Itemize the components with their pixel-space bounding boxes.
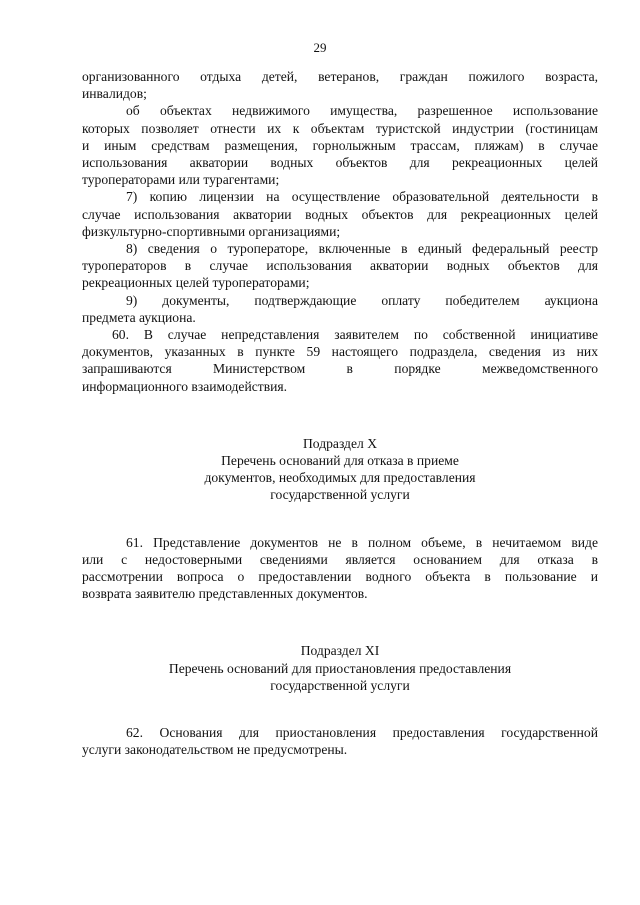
subsection-line: Перечень оснований для отказа в приеме [221,453,459,469]
document-body [82,68,598,759]
paragraph-real-estate [82,102,598,188]
text-line: рекреационных целей туроператорами; [82,275,310,291]
text-line: 8) сведения о туроператоре, включенные в единый федеральный реестр [126,241,598,257]
paragraph-60 [82,326,598,395]
paragraph-61 [82,534,598,603]
subsection-title: Подраздел X [302,435,378,451]
subsection-title: Подраздел XI [300,643,380,659]
text-line: или с недостоверными сведениями является основанием для отказа в [82,551,598,567]
text-line: физкультурно-спортивными организациями; [82,223,341,239]
text-line: запрашиваются Министерством в порядке межведомственного [82,361,598,377]
text-line: 61. Представление документов не в полном объеме, в нечитаемом виде [126,534,598,550]
text-line: случае использования акватории водных объектов для рекреационных целей [82,206,598,222]
paragraph-item-9 [82,292,598,326]
text-line: использования акватории водных объектов для рекреационных целей [82,155,598,171]
paragraph-continuation [82,68,598,102]
text-line: предмета аукциона. [82,309,196,325]
text-line: 60. В случае непредставления заявителем по собственной инициативе [112,327,598,343]
text-line: 62. Основания для приостановления предоставления государственной [126,725,598,741]
text-line: информационного взаимодействия. [82,378,288,394]
text-line: туроператоров в случае использования акватории водных объектов для [82,258,598,274]
text-line: рассмотрении вопроса о предоставлении водного объекта в пользование и [82,569,598,585]
subsection-line: документов, необходимых для предоставления [204,470,476,486]
subsection-line: государственной услуги [270,487,410,503]
page-number: 29 [313,40,327,55]
text-line: возврата заявителю представленных документов. [82,586,368,602]
text-line: 9) документы, подтверждающие оплату победителем аукциона [126,292,598,308]
text-line: которых позволяет отнести их к объектам туристской индустрии (гостиницам [82,120,598,136]
text-line: инвалидов; [82,86,147,102]
paragraph-item-8 [82,240,598,292]
subsection-line: государственной услуги [270,677,410,693]
paragraph-62 [82,724,598,758]
text-line: организованного отдыха детей, ветеранов, граждан пожилого возраста, [82,69,598,84]
text-line: документов, указанных в пункте 59 настоящего подраздела, сведения из них [82,344,598,360]
subsection-11-heading [82,642,598,694]
subsection-line: Перечень оснований для приостановления предоставления [168,660,512,676]
text-line: услуги законодательством не предусмотрены. [82,742,348,758]
text-line: 7) копию лицензии на осуществление образовательной деятельности в [126,189,598,205]
paragraph-item-7 [82,188,598,240]
subsection-10-heading [82,435,598,504]
text-line: туроператорами или турагентами; [82,172,280,188]
text-line: об объектах недвижимого имущества, разрешенное использование [126,103,598,119]
text-line: и иным средствам размещения, горнолыжным трассам, пляжам) в случае [82,137,598,153]
